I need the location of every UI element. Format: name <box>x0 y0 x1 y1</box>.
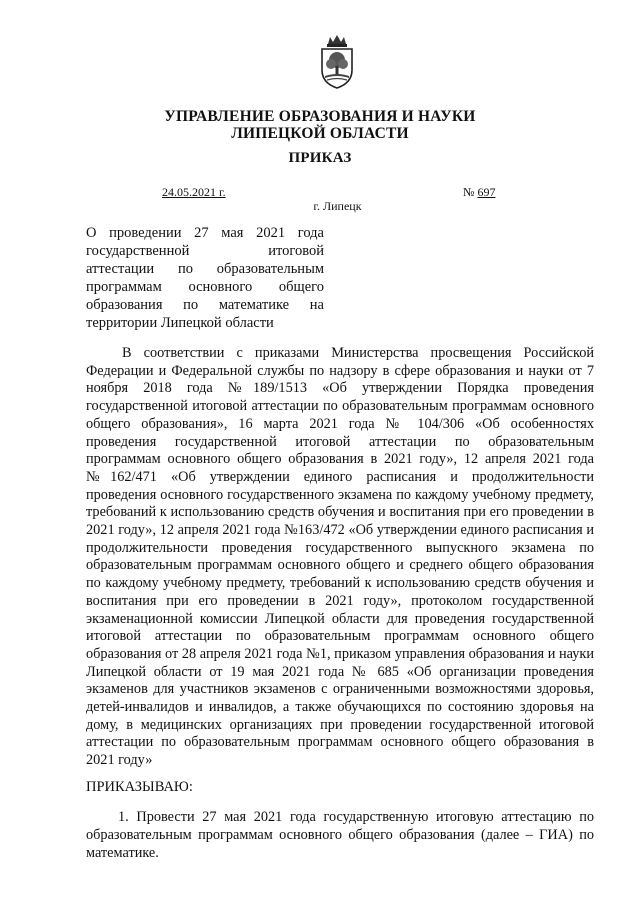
order-word: ПРИКАЗЫВАЮ: <box>86 779 193 795</box>
subject-line: образования по математике на <box>86 297 324 313</box>
order-item: 1. Провести 27 мая 2021 года государственную итоговую аттестацию по образовательным программам основного общего образования (далее – ГИА) по математике. <box>86 809 594 861</box>
subject-line: аттестации по образовательным <box>86 261 324 277</box>
subject-line: программам основного общего <box>86 279 324 295</box>
order-city: г. Липецк <box>313 199 362 213</box>
preamble-paragraph: В соответствии с приказами Министерства просвещения Российской Федерации и Федеральной службы по надзору в сфере образования и науки от 7 ноября 2018 года №189/1513 «Об утверждении Порядка проведения государственной итоговой аттестации по образовательным программам основного общего образования», 16 марта 2021 года № 104/306 «Об особенностях проведения государственной итоговой аттестации по образовательным программам основного общего образования в 2021 году», 12 апреля 2021 года №162/471 «Об утверждении единого расписания и продолжительности проведения основного государственного экзамена по каждому учебному предмету, требований к использованию средств обучения и воспитания при его проведении в 2021 году», 12 апреля 2021 года №163/472 «Об утверждении единого расписания и продолжительности проведения государственного выпускного экзамена по образовательным программам основного общего и среднего общего образования по каждому учебному предмету, требований к использованию средств обучения и воспитания при его проведении в 2021 году», протоколом государственной экзаменационной комиссии Липецкой области для проведения государственной итоговой аттестации по образовательным программам основного общего образования от 28 апреля 2021 года №1, приказом управления образования и науки Липецкой области от 19 мая 2021 года № 685 «Об организации проведения экзаменов для участников экзаменов с ограниченными возможностями здоровья, детей-инвалидов и инвалидов, а также обучающихся по состоянию здоровья на дому, в медицинских организациях при проведении государственной итоговой аттестации по образовательным программам основного общего образования в 2021 году» <box>86 345 594 769</box>
subject-line: территории Липецкой области <box>86 315 274 331</box>
order-subject <box>86 224 324 332</box>
order-item-list <box>86 808 594 862</box>
order-number-value: 697 <box>477 185 496 199</box>
order-number-prefix: № <box>463 185 478 199</box>
order-date: 24.05.2021 г. <box>162 185 226 199</box>
subject-line: государственной итоговой <box>86 243 324 259</box>
organization-name-line2: ЛИПЕЦКОЙ ОБЛАСТИ <box>231 125 409 142</box>
order-number <box>463 185 495 200</box>
coat-of-arms-icon <box>316 34 358 90</box>
document-type: ПРИКАЗ <box>288 150 352 166</box>
subject-line: О проведении 27 мая 2021 года <box>86 225 324 241</box>
preamble <box>86 345 594 770</box>
organization-name-line1: УПРАВЛЕНИЕ ОБРАЗОВАНИЯ И НАУКИ <box>164 108 476 125</box>
